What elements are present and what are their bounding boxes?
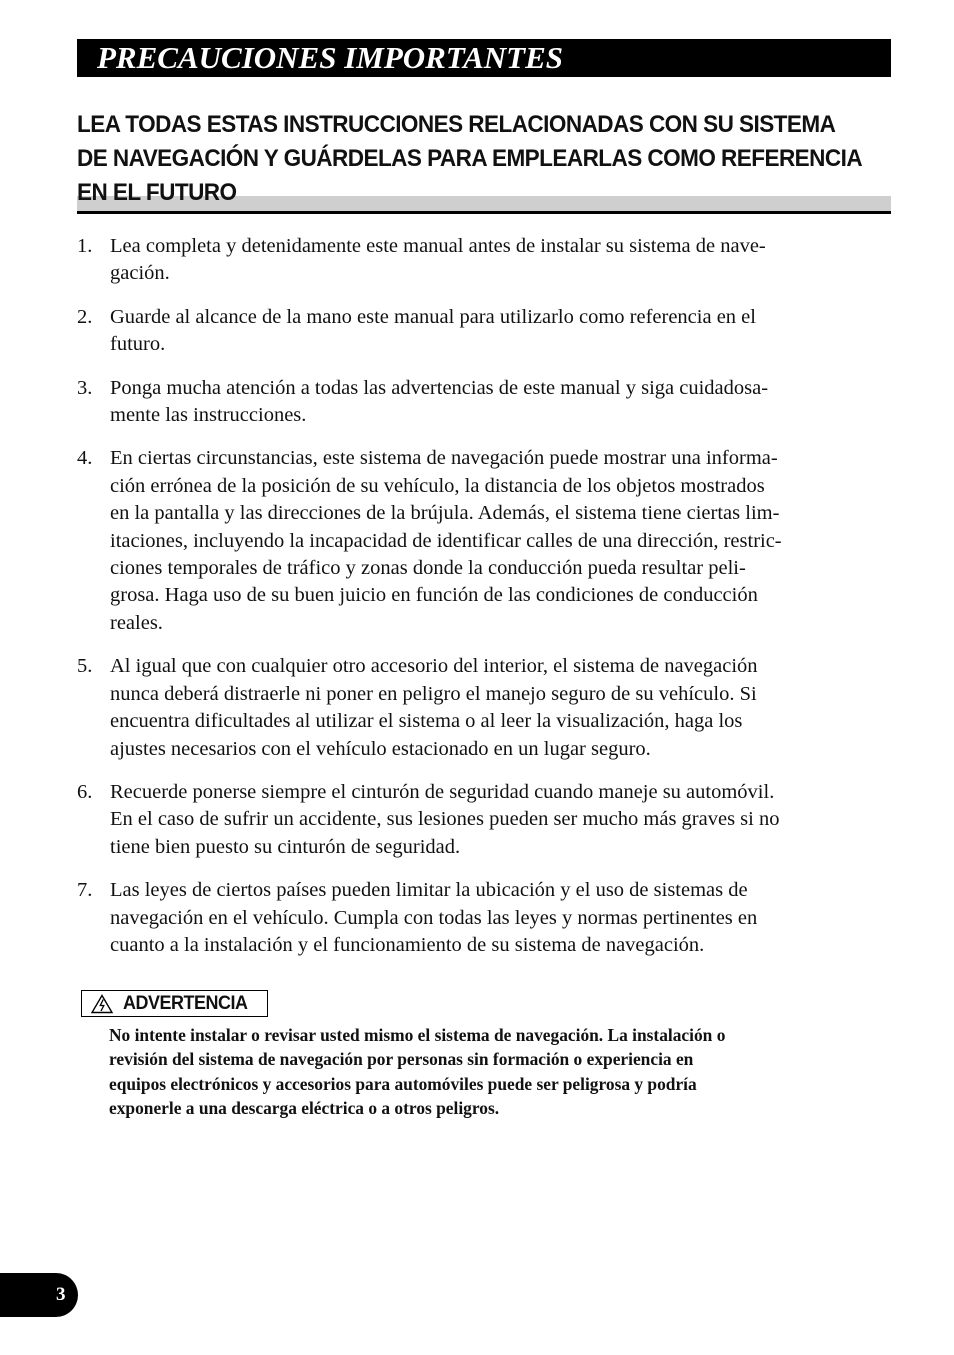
heading-line: DE NAVEGACIÓN Y GUÁRDELAS PARA EMPLEARLAS COMO REFERENCIA bbox=[77, 145, 863, 172]
item-number: 3. bbox=[77, 376, 93, 399]
section-title-bar bbox=[77, 39, 891, 77]
section-title: PRECAUCIONES IMPORTANTES bbox=[97, 40, 563, 75]
item-line: En el caso de sufrir un accidente, sus lesiones pueden ser mucho más graves si no bbox=[110, 808, 780, 831]
page-number: 3 bbox=[56, 1284, 66, 1305]
heading-line: EN EL FUTURO bbox=[77, 179, 237, 206]
list-item bbox=[77, 233, 867, 288]
item-number: 7. bbox=[77, 879, 93, 902]
item-line: ción errónea de la posición de su vehículo, la distancia de los objetos mostrados bbox=[110, 474, 765, 497]
item-line: Al igual que con cualquier otro accesorio del interior, el sistema de navegación bbox=[110, 655, 758, 678]
item-line: Las leyes de ciertos países pueden limitar la ubicación y el uso de sistemas de bbox=[110, 879, 748, 902]
item-line: itaciones, incluyendo la incapacidad de identificar calles de una dirección, restric- bbox=[110, 529, 782, 552]
item-line: Recuerde ponerse siempre el cinturón de seguridad cuando maneje su automóvil. bbox=[110, 780, 775, 803]
instructions-heading bbox=[77, 108, 891, 210]
item-line: nunca deberá distraerle ni poner en peligro el manejo seguro de su vehículo. Si bbox=[110, 682, 757, 705]
item-number: 2. bbox=[77, 305, 93, 328]
precautions-list bbox=[77, 233, 867, 975]
item-line: ajustes necesarios con el vehículo estacionado en un lugar seguro. bbox=[110, 737, 651, 760]
item-line: reales. bbox=[110, 611, 163, 634]
item-line: encuentra dificultades al utilizar el sistema o al leer la visualización, haga los bbox=[110, 710, 743, 733]
item-line: En ciertas circunstancias, este sistema de navegación puede mostrar una informa- bbox=[110, 447, 778, 470]
list-item bbox=[77, 779, 867, 861]
list-item bbox=[77, 653, 867, 763]
warning-label bbox=[81, 990, 268, 1017]
item-number: 4. bbox=[77, 447, 93, 470]
item-line: navegación en el vehículo. Cumpla con todas las leyes y normas pertinentes en bbox=[110, 906, 758, 929]
warning-line: revisión del sistema de navegación por personas sin formación o experiencia en bbox=[109, 1049, 694, 1070]
warning-line: equipos electrónicos y accesorios para automóviles puede ser peligrosa y podría bbox=[109, 1073, 697, 1094]
item-number: 1. bbox=[77, 235, 93, 257]
item-line: grosa. Haga uso de su buen juicio en función de las condiciones de conducción bbox=[110, 584, 758, 607]
warning-text bbox=[109, 1023, 854, 1120]
page-number-tab bbox=[0, 1273, 78, 1317]
list-item bbox=[77, 877, 867, 959]
item-line: futuro. bbox=[110, 333, 166, 356]
item-line: Guarde al alcance de la mano este manual para utilizarlo como referencia en el bbox=[110, 305, 756, 328]
heading-line: LEA TODAS ESTAS INSTRUCCIONES RELACIONADAS CON SU SISTEMA bbox=[77, 111, 836, 138]
item-line: tiene bien puesto su cinturón de seguridad. bbox=[110, 835, 461, 858]
warning-triangle-icon bbox=[91, 994, 113, 1014]
list-item bbox=[77, 304, 867, 359]
item-line: Lea completa y detenidamente este manual antes de instalar su sistema de nave- bbox=[110, 235, 766, 257]
heading-rule bbox=[77, 211, 891, 214]
item-line: cuanto a la instalación y el funcionamiento de su sistema de navegación. bbox=[110, 933, 705, 956]
warning-line: No intente instalar o revisar usted mismo el sistema de navegación. La instalación o bbox=[109, 1025, 726, 1045]
item-line: mente las instrucciones. bbox=[110, 404, 307, 427]
warning-line: exponerle a una descarga eléctrica o a otros peligros. bbox=[109, 1097, 500, 1118]
item-line: gación. bbox=[110, 262, 170, 285]
item-number: 5. bbox=[77, 655, 93, 678]
warning-title: ADVERTENCIA bbox=[123, 992, 248, 1014]
item-line: ciones temporales de tráfico y zonas donde la conducción pueda resultar peli- bbox=[110, 557, 746, 580]
list-item bbox=[77, 445, 867, 637]
item-line: Ponga mucha atención a todas las advertencias de este manual y siga cuidadosa- bbox=[110, 376, 769, 399]
item-line: en la pantalla y las direcciones de la brújula. Además, el sistema tiene ciertas lim- bbox=[110, 502, 780, 525]
item-number: 6. bbox=[77, 780, 93, 803]
list-item bbox=[77, 375, 867, 430]
